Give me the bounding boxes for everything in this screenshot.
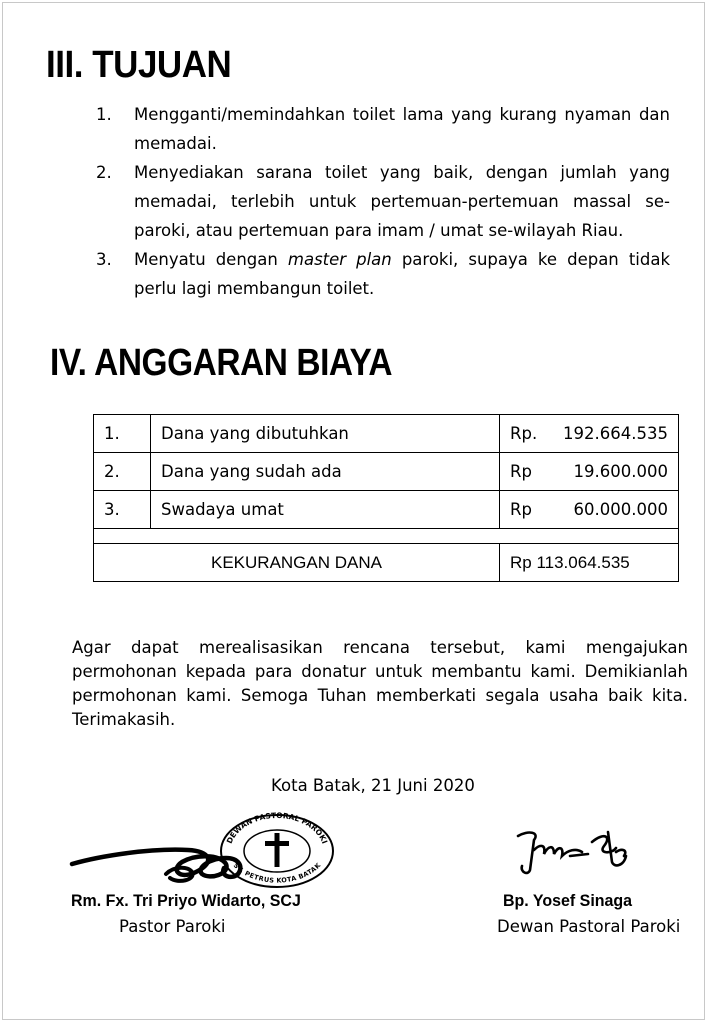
list-text-part: paroki, supaya ke depan tidak perlu lagi membangun toilet.: [134, 250, 671, 298]
list-number: 3.: [96, 250, 112, 269]
stamp-top-text: DEWAN PASTORAL PAROKI: [224, 810, 330, 845]
row-currency: Rp: [510, 462, 532, 481]
row-currency: Rp: [510, 500, 532, 519]
row-amount-cell: [500, 415, 679, 453]
row-number: 1.: [94, 415, 151, 453]
closing-paragraph: Agar dapat merealisasikan rencana tersebut, kami mengajukan permohonan kepada para donatur untuk membantu kami. Demikianlah permohonan kami. Semoga Tuhan memberkati segala usaha baik kita. Terimakasih.: [72, 638, 688, 729]
signatory-right-name: Bp. Yosef Sinaga: [503, 891, 633, 910]
list-text: Menyediakan sarana toilet yang baik, dengan jumlah yang memadai, terlebih untuk pertemuan-pertemuan massal se-paroki, atau pertemuan para imam / umat se-wilayah Riau.: [134, 163, 670, 240]
total-amount-cell: [500, 544, 679, 582]
total-label-cell: [94, 544, 500, 582]
row-label: Dana yang dibutuhkan: [151, 415, 500, 453]
total-amount: Rp 113.064.535: [510, 552, 630, 572]
section-title-tujuan: III. TUJUAN: [46, 44, 232, 86]
row-number: 2.: [94, 453, 151, 491]
table-spacer-row: [94, 529, 679, 544]
cross-icon: [265, 833, 289, 867]
row-amount: 60.000.000: [573, 500, 668, 519]
row-amount-cell: [500, 453, 679, 491]
table-row: [94, 491, 679, 529]
list-text: [134, 245, 670, 303]
row-amount: 192.664.535: [563, 424, 668, 443]
row-label: Dana yang sudah ada: [151, 453, 500, 491]
list-number: 1.: [96, 105, 112, 124]
section-title-anggaran: IV. ANGGARAN BIAYA: [50, 342, 393, 384]
place-date: Kota Batak, 21 Juni 2020: [271, 776, 475, 795]
row-amount-cell: [500, 491, 679, 529]
list-item: [96, 100, 670, 158]
list-text: Mengganti/memindahkan toilet lama yang kurang nyaman dan memadai.: [134, 105, 670, 153]
list-item: [96, 158, 670, 245]
table-row: [94, 453, 679, 491]
list-text-part: Menyatu dengan: [134, 250, 288, 269]
row-number: 3.: [94, 491, 151, 529]
signatory-left-name: Rm. Fx. Tri Priyo Widarto, SCJ: [71, 891, 301, 910]
table-row: [94, 415, 679, 453]
row-amount: 19.600.000: [573, 462, 668, 481]
table-total-row: [94, 544, 679, 582]
signatory-right-role: Dewan Pastoral Paroki: [497, 917, 681, 936]
parish-stamp: [218, 808, 336, 888]
total-label: KEKURANGAN DANA: [211, 552, 382, 572]
stamp-bottom-text: ST. PETRUS KOTA BATAK: [231, 861, 323, 885]
list-number: 2.: [96, 163, 112, 182]
signatory-left-role: Pastor Paroki: [119, 917, 226, 936]
list-item: [96, 245, 670, 303]
row-currency: Rp.: [510, 424, 538, 443]
row-label: Swadaya umat: [151, 491, 500, 529]
spacer-cell: [94, 529, 679, 544]
budget-table: [93, 414, 679, 582]
goals-list: [96, 100, 670, 303]
list-text-italic: master plan: [287, 250, 392, 269]
signature-right: [512, 826, 632, 876]
